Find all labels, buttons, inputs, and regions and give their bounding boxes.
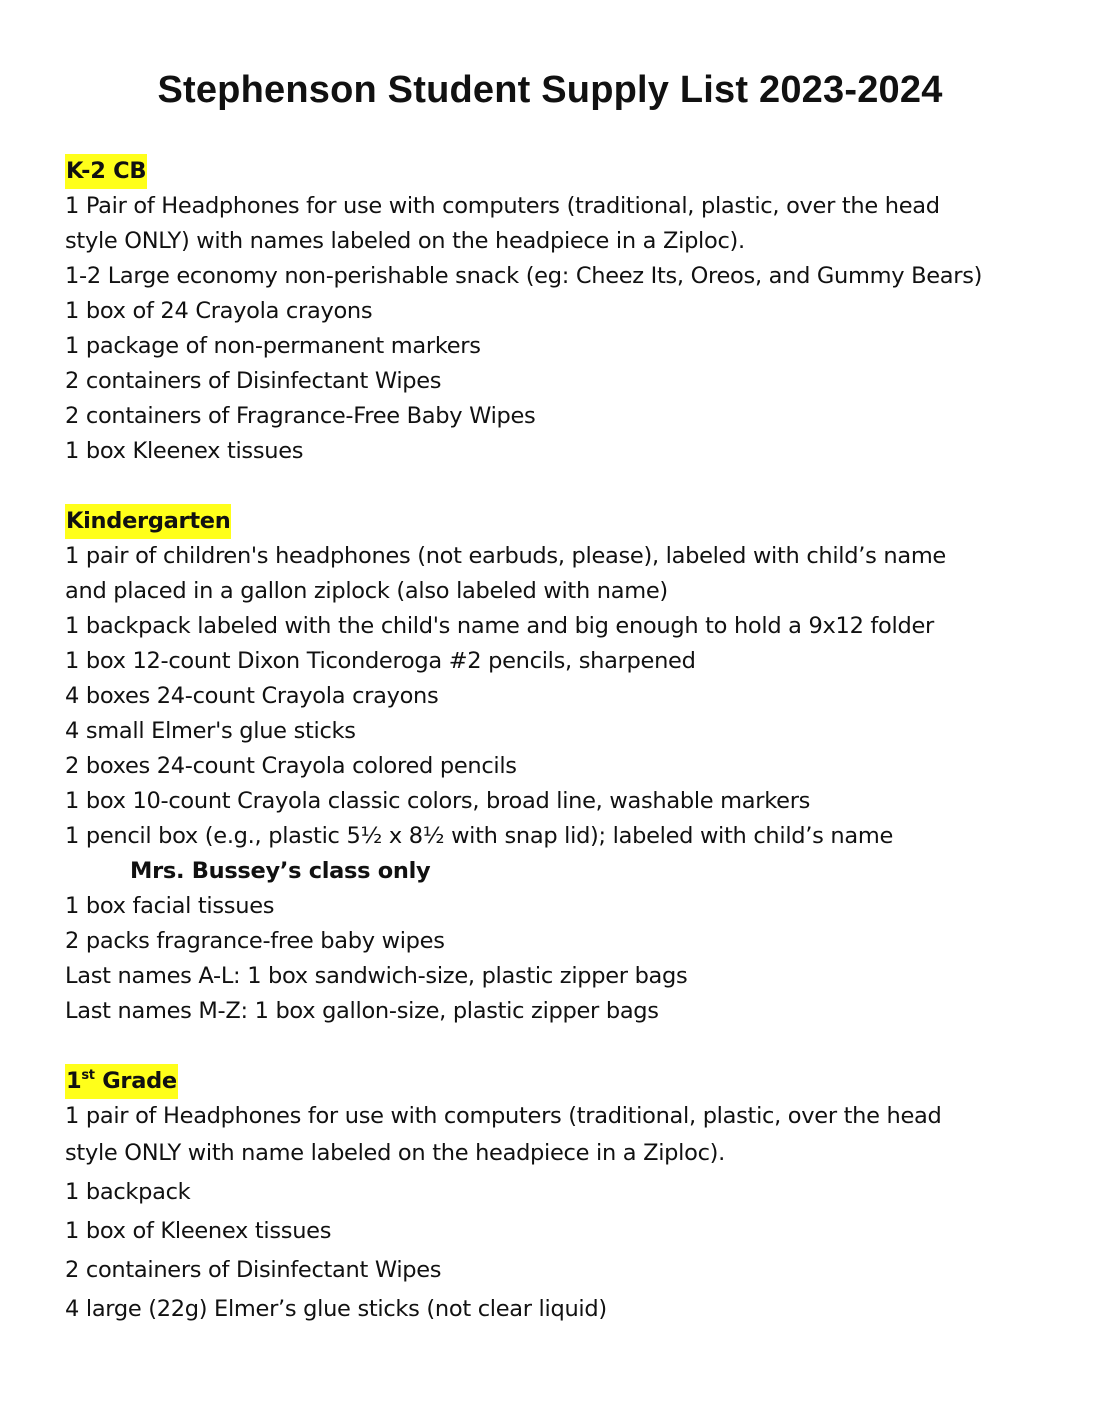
section-heading-row xyxy=(65,1064,1065,1099)
list-item: 2 containers of Disinfectant Wipes xyxy=(65,1257,442,1283)
list-item: 1 package of non-permanent markers xyxy=(65,333,481,359)
section-heading-row xyxy=(65,504,1065,539)
list-item: 4 large (22g) Elmer’s glue sticks (not clear liquid) xyxy=(65,1296,607,1322)
list-item: and placed in a gallon ziplock (also labeled with name) xyxy=(65,578,668,604)
list-item: 1 box 10-count Crayola classic colors, broad line, washable markers xyxy=(65,788,811,814)
list-item: Last names A-L: 1 box sandwich-size, plastic zipper bags xyxy=(65,963,688,989)
list-item: 2 boxes 24-count Crayola colored pencils xyxy=(65,753,517,779)
section-heading-row xyxy=(65,154,1065,189)
heading-ordinal-suffix: st xyxy=(81,1068,95,1083)
list-item: 2 packs fragrance-free baby wipes xyxy=(65,928,445,954)
list-item: style ONLY with name labeled on the headpiece in a Ziploc). xyxy=(65,1140,725,1166)
list-item: 1 pair of Headphones for use with computers (traditional, plastic, over the head xyxy=(65,1103,942,1129)
list-item: 4 boxes 24-count Crayola crayons xyxy=(65,683,439,709)
list-item: 2 containers of Disinfectant Wipes xyxy=(65,368,442,394)
list-item: 4 small Elmer's glue sticks xyxy=(65,718,356,744)
list-item: 1 box of Kleenex tissues xyxy=(65,1218,332,1244)
heading-number: 1 xyxy=(66,1068,82,1094)
section-k2cb xyxy=(65,154,1065,469)
list-item: 1 pencil box (e.g., plastic 5½ x 8½ with snap lid); labeled with child’s name xyxy=(65,823,893,849)
section-first-grade xyxy=(65,1064,1065,1329)
list-item: Last names M-Z: 1 box gallon-size, plastic zipper bags xyxy=(65,998,659,1024)
list-item: 1 box of 24 Crayola crayons xyxy=(65,298,373,324)
class-note: Mrs. Bussey’s class only xyxy=(130,858,431,884)
list-item: style ONLY) with names labeled on the headpiece in a Ziploc). xyxy=(65,228,745,254)
list-item: 1 box 12-count Dixon Ticonderoga #2 pencils, sharpened xyxy=(65,648,696,674)
list-item: 1-2 Large economy non-perishable snack (eg: Cheez Its, Oreos, and Gummy Bears) xyxy=(65,263,983,289)
section-kindergarten xyxy=(65,504,1065,1029)
list-item: 1 Pair of Headphones for use with computers (traditional, plastic, over the head xyxy=(65,193,940,219)
section-heading-k2cb: K-2 CB xyxy=(65,154,147,189)
heading-label: Grade xyxy=(94,1068,177,1094)
section-heading-kindergarten: Kindergarten xyxy=(65,504,231,539)
list-item: 1 box facial tissues xyxy=(65,893,275,919)
section-heading-first-grade xyxy=(65,1064,178,1099)
page-title: Stephenson Student Supply List 2023-2024 xyxy=(157,69,943,111)
list-item: 1 pair of children's headphones (not earbuds, please), labeled with child’s name xyxy=(65,543,946,569)
list-item: 1 box Kleenex tissues xyxy=(65,438,304,464)
list-item: 1 backpack xyxy=(65,1179,191,1205)
list-item: 2 containers of Fragrance-Free Baby Wipes xyxy=(65,403,536,429)
list-item: 1 backpack labeled with the child's name and big enough to hold a 9x12 folder xyxy=(65,613,934,639)
